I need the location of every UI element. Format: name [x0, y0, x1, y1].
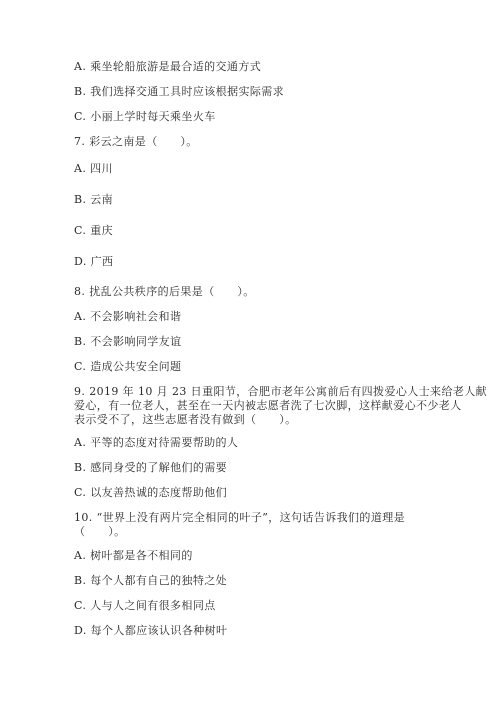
- q6-option-a: A. 乘坐轮船旅游是最合适的交通方式: [74, 60, 262, 73]
- q7-option-b: B. 云南: [74, 193, 114, 206]
- q9-option-a: A. 平等的态度对待需要帮助的人: [74, 436, 239, 449]
- q8-option-a: A. 不会影响社会和谐: [74, 310, 182, 323]
- q10-option-c: C. 人与人之间有很多相同点: [74, 599, 216, 612]
- q7-question: 7. 彩云之南是（ ）。: [74, 135, 198, 148]
- q9-option-b: B. 感同身受的了解他们的需要: [74, 461, 228, 474]
- q8-option-c: C. 造成公共安全问题: [74, 360, 182, 373]
- q10-option-a: A. 树叶都是各不相同的: [74, 549, 193, 562]
- q6-option-b: B. 我们选择交通工具时应该根据实际需求: [74, 85, 285, 98]
- q10-question-line1: 10. “世界上没有两片完全相同的叶子”，这句话告诉我们的道理是: [74, 511, 406, 524]
- q7-option-a: A. 四川: [74, 162, 113, 175]
- q9-option-c: C. 以友善热诚的态度帮助他们: [74, 486, 228, 499]
- q6-option-c: C. 小丽上学时每天乘坐火车: [74, 110, 216, 123]
- q9-question-line2: 爱心，有一位老人，甚至在一天内被志愿者洗了七次脚，这样献爱心不少老人: [74, 399, 462, 412]
- q7-option-d: D. 广西: [74, 255, 114, 268]
- q8-option-b: B. 不会影响同学友谊: [74, 335, 182, 348]
- q8-question: 8. 扰乱公共秩序的后果是（ ）。: [74, 285, 255, 298]
- q7-option-c: C. 重庆: [74, 224, 114, 237]
- q10-question-line2: （ ）。: [74, 525, 126, 538]
- q9-question-line1: 9. 2019 年 10 月 23 日重阳节，合肥市老年公寓前后有四拨爱心人士来给老人献: [74, 385, 488, 398]
- q9-question-line3: 表示受不了，这些志愿者没有做到（ ）。: [74, 413, 297, 426]
- q10-option-b: B. 每个人都有自己的独特之处: [74, 574, 228, 587]
- q10-option-d: D. 每个人都应该认识各种树叶: [74, 624, 228, 637]
